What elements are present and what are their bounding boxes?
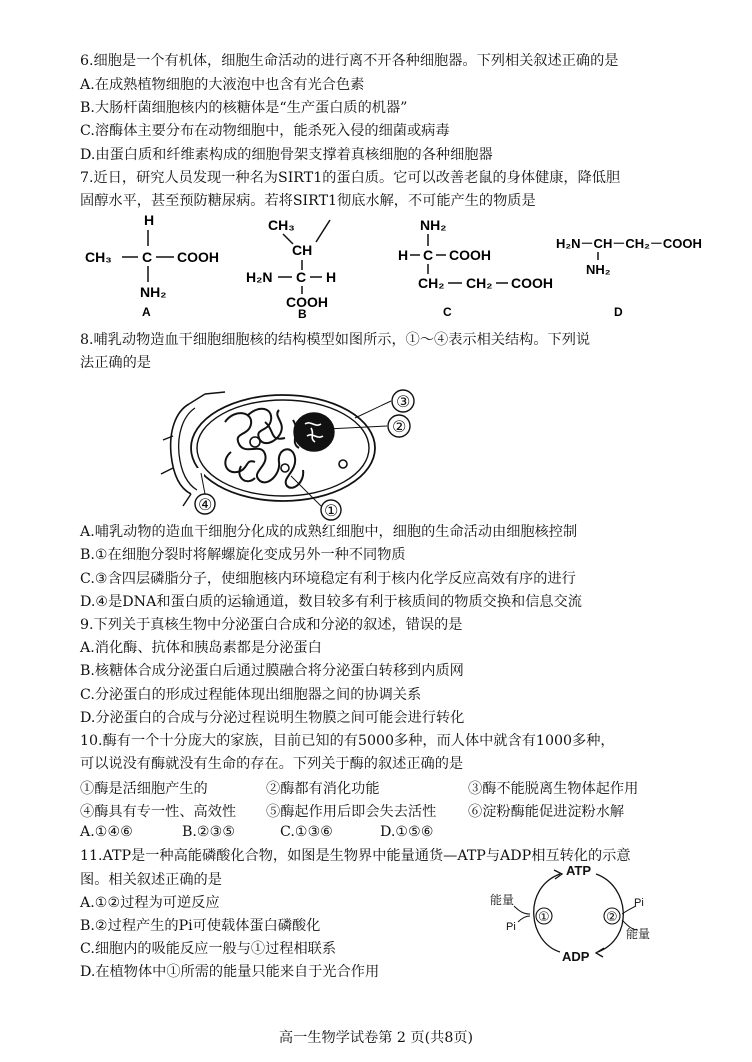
q9-option-c: C.分泌蛋白的形成过程能体现出细胞器之间的协调关系 xyxy=(80,687,422,703)
q8-option-b: B.①在细胞分裂时将解螺旋化变成另外一种不同物质 xyxy=(80,547,406,563)
q8-stem-line2: 法正确的是 xyxy=(80,355,151,371)
q8-option-c: C.③含四层磷脂分子，使细胞核内环境稳定有利于核内化学反应高效有序的进行 xyxy=(80,571,576,587)
q10-choice-b: B.②③⑤ xyxy=(182,824,236,840)
q6-option-d: D.由蛋白质和纤维素构成的细胞骨架支撑着真核细胞的各种细胞器 xyxy=(80,147,493,163)
energy-left-label: 能量 xyxy=(490,893,515,907)
formula-a xyxy=(85,212,219,319)
label-3: ③ xyxy=(396,394,411,411)
q8-nucleus-diagram xyxy=(155,382,425,520)
formula-c-label: C xyxy=(443,305,452,319)
q9-option-b: B.核糖体合成分泌蛋白后通过膜融合将分泌蛋白转移到内质网 xyxy=(80,663,464,679)
q11-atp-adp-cycle-diagram xyxy=(488,858,668,970)
q8-option-d: D.④是DNA和蛋白质的运输通道，数目较多有利于核质间的物质交换和信息交流 xyxy=(80,594,582,610)
q7-structural-formulas-figure xyxy=(80,208,702,321)
formula-b xyxy=(246,217,336,321)
process-1-label: ① xyxy=(538,909,550,924)
q10-statement-6: ⑥淀粉酶能促进淀粉水解 xyxy=(468,804,625,820)
atp-label: ATP xyxy=(566,863,592,878)
q6-option-a: A.在成熟植物细胞的大液泡中也含有光合色素 xyxy=(80,77,365,93)
label-1: ① xyxy=(324,503,339,520)
formula-a-cooh: COOH xyxy=(177,249,219,265)
formula-d-nh2: NH₂ xyxy=(586,262,611,277)
q10-choices xyxy=(80,824,680,842)
label-2: ② xyxy=(392,419,407,436)
nucleolus xyxy=(294,413,334,451)
q10-statement-1: ①酶是活细胞产生的 xyxy=(80,781,208,797)
formula-b-label: B xyxy=(298,307,307,321)
q10-statement-5: ⑤酶起作用后即会失去活性 xyxy=(266,804,437,820)
formula-b-h2n: H₂N xyxy=(246,269,273,285)
energy-right-label: 能量 xyxy=(626,927,651,941)
formula-a-h: H xyxy=(144,212,155,228)
q10-choice-d: D.①⑤⑥ xyxy=(380,824,434,840)
formula-b-c: C xyxy=(296,269,307,285)
q11-option-d: D.在植物体中①所需的能量只能来自于光合作用 xyxy=(80,964,380,980)
q11-option-a: A.①②过程为可逆反应 xyxy=(80,895,220,911)
formula-b-ch: CH xyxy=(292,242,313,258)
formula-c-ch2-b: CH₂ xyxy=(466,275,493,291)
formula-d xyxy=(556,236,702,319)
q8-stem-line1: 8.哺乳动物造血干细胞细胞核的结构模型如图所示，①～④表示相关结构。下列说 xyxy=(80,332,591,348)
q10-statement-3: ③酶不能脱离生物体起作用 xyxy=(468,781,639,797)
pi-left-label: Pi xyxy=(506,921,516,933)
q10-statement-2: ②酶都有消化功能 xyxy=(266,781,380,797)
q10-stem-line2: 可以说没有酶就没有生命的存在。下列关于酶的叙述正确的是 xyxy=(80,756,464,772)
q11-option-b: B.②过程产生的Pi可使载体蛋白磷酸化 xyxy=(80,918,321,934)
formula-a-nh2: NH₂ xyxy=(140,284,167,300)
label-4: ④ xyxy=(198,497,213,514)
process-2-label: ② xyxy=(606,909,618,924)
pi-right-label: Pi xyxy=(634,897,644,909)
formula-c-nh2: NH₂ xyxy=(420,217,447,233)
nuclear-envelope-inner xyxy=(197,400,369,496)
q11-stem-line1: 11.ATP是一种高能磷酸化合物，如图是生物界中能量通货—ATP与ADP相互转化的示意 xyxy=(80,848,631,864)
formula-c-cooh: COOH xyxy=(449,247,491,263)
formula-c-ch2-a: CH₂ xyxy=(418,275,445,291)
q6-option-c: C.溶酶体主要分布在动物细胞中，能杀死入侵的细菌或病毒 xyxy=(80,123,450,139)
q7-stem-line1: 7.近日，研究人员发现一种名为SIRT1的蛋白质。它可以改善老鼠的身体健康，降低胆 xyxy=(80,170,621,186)
page-footer: 高一生物学试卷第 2 页(共8页) xyxy=(278,1030,474,1046)
formula-b-h: H xyxy=(326,269,337,285)
q10-statement-4: ④酶具有专一性、高效性 xyxy=(80,804,237,820)
formula-c-c: C xyxy=(423,247,434,263)
q11-option-c: C.细胞内的吸能反应一般与①过程相联系 xyxy=(80,941,337,957)
formula-a-label: A xyxy=(142,305,151,319)
formula-b-ch3: CH₃ xyxy=(268,217,295,233)
formula-a-c: C xyxy=(142,249,153,265)
formula-d-main: H₂N－CH－CH₂－COOH xyxy=(556,236,702,251)
formula-a-ch3: CH₃ xyxy=(85,249,112,265)
q6-stem: 6.细胞是一个有机体，细胞生命活动的进行离不开各种细胞器。下列相关叙述正确的是 xyxy=(80,53,619,69)
adp-label: ADP xyxy=(562,949,590,964)
q10-stem-line1: 10.酶有一个十分庞大的家族，目前已知的有5000多种，而人体中就含有1000多种， xyxy=(80,733,615,749)
q6-option-b: B.大肠杆菌细胞核内的核糖体是“生产蛋白质的机器” xyxy=(80,100,408,116)
q9-option-d: D.分泌蛋白的合成与分泌过程说明生物膜之间可能会进行转化 xyxy=(80,710,465,726)
formula-d-label: D xyxy=(614,305,623,319)
q9-stem: 9.下列关于真核生物中分泌蛋白合成和分泌的叙述，错误的是 xyxy=(80,617,463,633)
formula-c xyxy=(398,217,553,319)
q11-stem-line2: 图。相关叙述正确的是 xyxy=(80,872,222,888)
q7-stem-line2: 固醇水平，甚至预防糖尿病。若将SIRT1彻底水解，不可能产生的物质是 xyxy=(80,193,536,209)
nuclear-envelope-outer xyxy=(191,395,375,501)
q9-option-a: A.消化酶、抗体和胰岛素都是分泌蛋白 xyxy=(80,640,322,656)
q8-option-a: A.哺乳动物的造血干细胞分化成的成熟红细胞中，细胞的生命活动由细胞核控制 xyxy=(80,524,578,540)
formula-c-h: H xyxy=(398,247,409,263)
q10-choice-a: A.①④⑥ xyxy=(80,824,133,840)
q10-statements-row1 xyxy=(80,778,680,796)
q10-statements-row2 xyxy=(80,801,680,819)
formula-c-cooh-2: COOH xyxy=(511,275,553,291)
q10-choice-c: C.①③⑥ xyxy=(280,824,334,840)
formula-b-cooh: COOH xyxy=(286,294,328,310)
